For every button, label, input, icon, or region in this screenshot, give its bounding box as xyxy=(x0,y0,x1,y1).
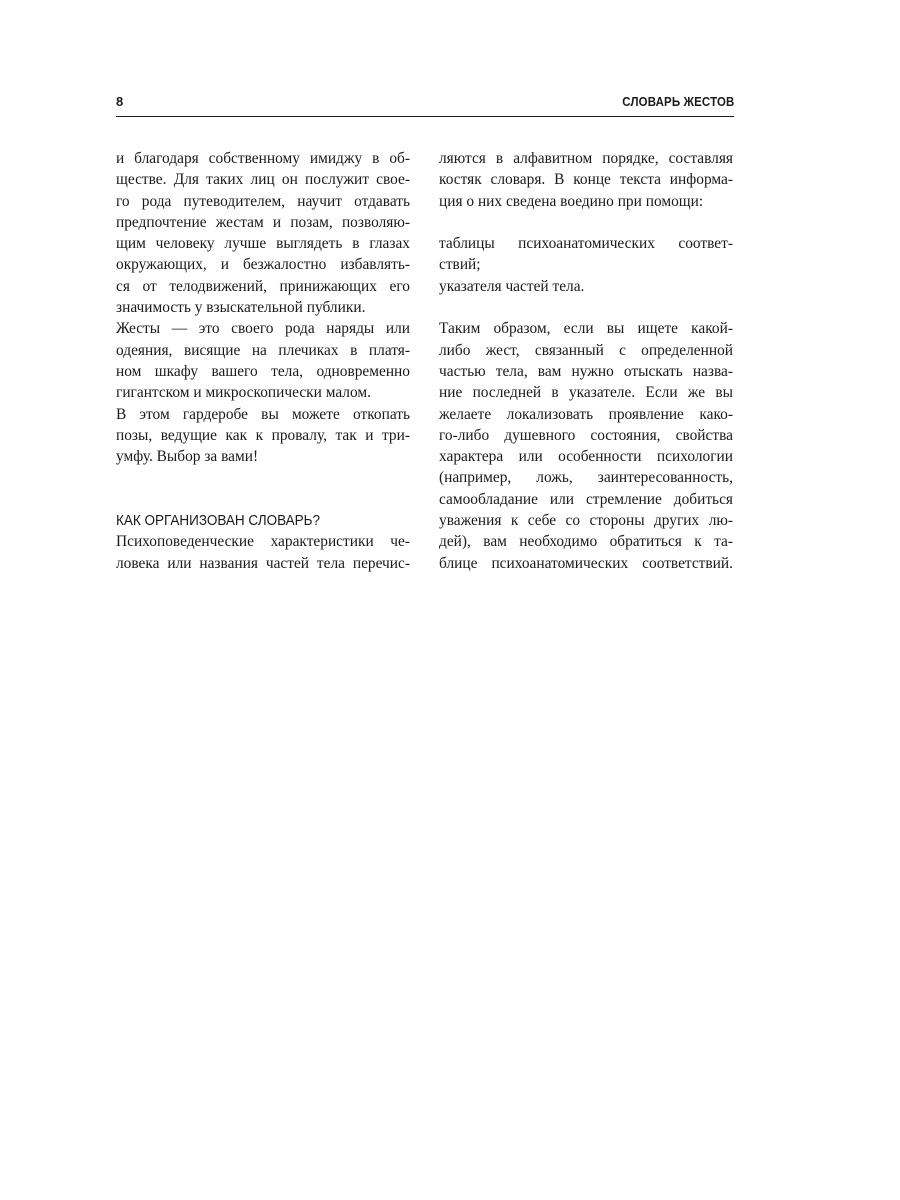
text-line: ся от телодвижений, принижающих его xyxy=(116,277,410,295)
list-item-line: указателя частей тела. xyxy=(439,277,585,295)
text-line: частью тела, вам нужно отыскать назва- xyxy=(439,362,733,380)
text-line: го-либо душевного состояния, свойства xyxy=(439,426,733,444)
text-line: ция о них сведена воедино при помощи: xyxy=(439,192,704,210)
text-line: дей), вам необходимо обратиться к та- xyxy=(439,533,733,551)
text-line: либо жест, связанный с определенной xyxy=(439,341,733,359)
section-heading: КАК ОРГАНИЗОВАН СЛОВАРЬ? xyxy=(116,512,321,530)
text-line: Психоповеденческие характеристики че- xyxy=(116,533,410,551)
text-line: Таким образом, если вы ищете какой- xyxy=(439,320,733,338)
left-column xyxy=(116,148,410,574)
list-item-line: таблицы психоанатомических соответ- xyxy=(439,235,733,253)
text-line: ловека или названия частей тела перечис- xyxy=(116,554,410,572)
text-line: го рода путеводителем, научит отдавать xyxy=(116,192,410,210)
text-line: окружающих, и безжалостно избавлять- xyxy=(116,256,410,274)
text-line: умфу. Выбор за вами! xyxy=(116,448,259,466)
text-line: значимость у взыскательной публики. xyxy=(116,299,366,317)
text-line: одеяния, висящие на плечиках в платя- xyxy=(116,341,410,359)
right-column xyxy=(439,148,733,574)
text-line: желаете локализовать проявление како- xyxy=(439,405,733,423)
text-line: (например, ложь, заинтересованность, xyxy=(439,469,733,487)
text-line: уважения к себе со стороны других лю- xyxy=(439,512,733,530)
paragraph-gap xyxy=(116,489,410,510)
paragraph-gap xyxy=(439,212,733,233)
text-line: ние последней в указателе. Если же вы xyxy=(439,384,733,402)
text-line: В этом гардеробе вы можете откопать xyxy=(116,405,410,423)
text-line: Жесты — это своего рода наряды или xyxy=(116,320,410,338)
text-line: ществе. Для таких лиц он послужит свое- xyxy=(116,171,410,189)
page-header xyxy=(116,92,734,117)
text-line: ном шкафу вашего тела, одновременно xyxy=(116,362,410,380)
text-line: щим человеку лучше выглядеть в глазах xyxy=(116,235,410,253)
text-line: позы, ведущие как к провалу, так и три- xyxy=(116,426,410,444)
page-number: 8 xyxy=(116,94,124,109)
text-line: предпочтение жестам и позам, позволяю- xyxy=(116,213,410,231)
text-line: гигантском и микроскопически малом. xyxy=(116,384,371,402)
text-line: и благодаря собственному имиджу в об- xyxy=(116,150,410,167)
text-line: костяк словаря. В конце текста информа- xyxy=(439,171,733,189)
list-item-line: ствий; xyxy=(439,256,481,274)
paragraph-gap xyxy=(116,467,410,488)
text-line: характера или особенности психологии xyxy=(439,448,733,466)
running-title: СЛОВАРЬ ЖЕСТОВ xyxy=(621,94,734,109)
text-line: ляются в алфавитном порядке, составляя xyxy=(439,150,733,167)
paragraph-gap xyxy=(439,297,733,318)
text-line: блице психоанатомических соответствий. xyxy=(439,554,733,572)
text-line: самообладание или стремление добиться xyxy=(439,490,733,508)
